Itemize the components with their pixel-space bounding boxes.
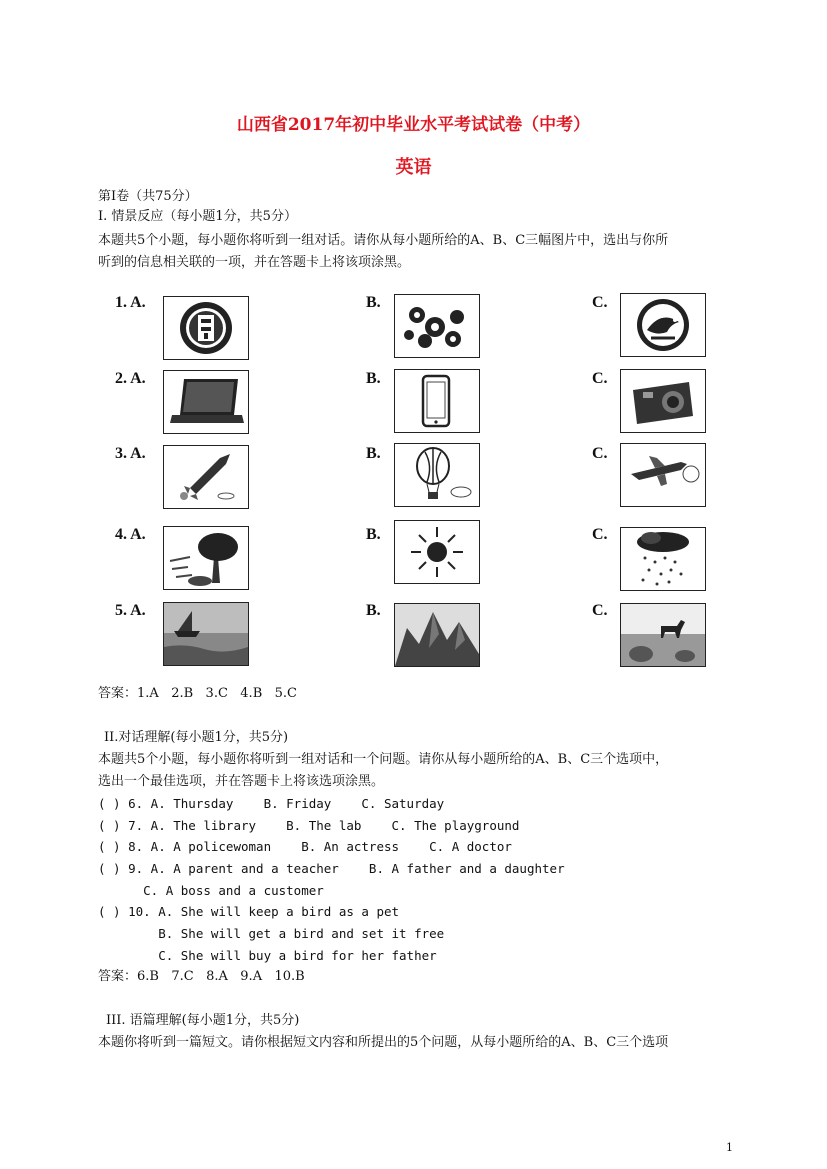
question-10: ( ) 10. A. She will keep a bird as a pet (98, 904, 400, 919)
section1-answers: 答案：1.A 2.B 3.C 4.B 5.C (98, 686, 297, 701)
section2-heading: II.对话理解(每小题1分，共5分) (104, 730, 289, 745)
section1-heading: I. 情景反应（每小题1分，共5分） (98, 209, 297, 224)
hot-air-balloon-image (394, 443, 480, 507)
airplane-image (620, 443, 706, 507)
q4-option-a-label: 4. A. (115, 526, 146, 543)
question-10-option-b: B. She will get a bird and set it free (98, 926, 445, 941)
q5-option-c-label: C. (592, 602, 608, 619)
paper-cut-bird-image (620, 293, 706, 357)
section2-instructions-1: 本题共5个小题，每小题你将听到一组对话和一个问题。请你从每小题所给的A、B、C三个选项中， (98, 752, 669, 767)
question-7: ( ) 7. A. The library B. The lab C. The playground (98, 818, 520, 833)
windy-tree-image (163, 526, 249, 590)
sun-image (394, 520, 480, 584)
q2-option-c-label: C. (592, 370, 608, 387)
section3-heading: III. 语篇理解(每小题1分，共5分) (106, 1013, 300, 1028)
sea-boat-image (163, 602, 249, 666)
question-9: ( ) 9. A. A parent and a teacher B. A father and a daughter (98, 861, 565, 876)
section2-instructions-2: 选出一个最佳选项，并在答题卡上将该选项涂黑。 (98, 774, 385, 789)
q3-option-b-label: B. (366, 445, 381, 462)
q3-option-c-label: C. (592, 445, 608, 462)
question-9-option-c: C. A boss and a customer (98, 883, 324, 898)
question-6: ( ) 6. A. Thursday B. Friday C. Saturday (98, 796, 445, 811)
q2-option-b-label: B. (366, 370, 381, 387)
question-10-option-c: C. She will buy a bird for her father (98, 948, 437, 963)
q5-option-a-label: 5. A. (115, 602, 146, 619)
document-title: 山西省2017年初中毕业水平考试试卷（中考） (236, 115, 591, 135)
question-8: ( ) 8. A. A policewoman B. An actress C. A doctor (98, 839, 512, 854)
q1-option-a-label: 1. A. (115, 294, 146, 311)
paper-cut-round-image (163, 296, 249, 360)
part1-header: 第Ⅰ卷（共75分） (98, 189, 198, 204)
q1-option-b-label: B. (366, 294, 381, 311)
section1-instructions-2: 听到的信息相关联的一项，并在答题卡上将该项涂黑。 (98, 255, 411, 270)
q5-option-b-label: B. (366, 602, 381, 619)
section3-instructions-1: 本题你将听到一篇短文。请你根据短文内容和所提出的5个问题，从每小题所给的A、B、C三个选项 (98, 1035, 669, 1050)
q4-option-c-label: C. (592, 526, 608, 543)
camera-image (620, 369, 706, 433)
rain-cloud-image (620, 527, 706, 591)
subject-title: 英语 (395, 157, 432, 178)
section1-instructions-1: 本题共5个小题，每小题你将听到一组对话。请你从每小题所给的A、B、C三幅图片中，选出与你所 (98, 233, 669, 248)
rocket-image (163, 445, 249, 509)
paper-cut-flowers-image (394, 294, 480, 358)
mountains-image (394, 603, 480, 667)
q1-option-c-label: C. (592, 294, 608, 311)
q4-option-b-label: B. (366, 526, 381, 543)
smartphone-image (394, 369, 480, 433)
section2-answers: 答案：6.B 7.C 8.A 9.A 10.B (98, 969, 305, 984)
page-number: 1 (726, 1141, 733, 1154)
q3-option-a-label: 3. A. (115, 445, 146, 462)
horse-field-image (620, 603, 706, 667)
laptop-image (163, 370, 249, 434)
q2-option-a-label: 2. A. (115, 370, 146, 387)
